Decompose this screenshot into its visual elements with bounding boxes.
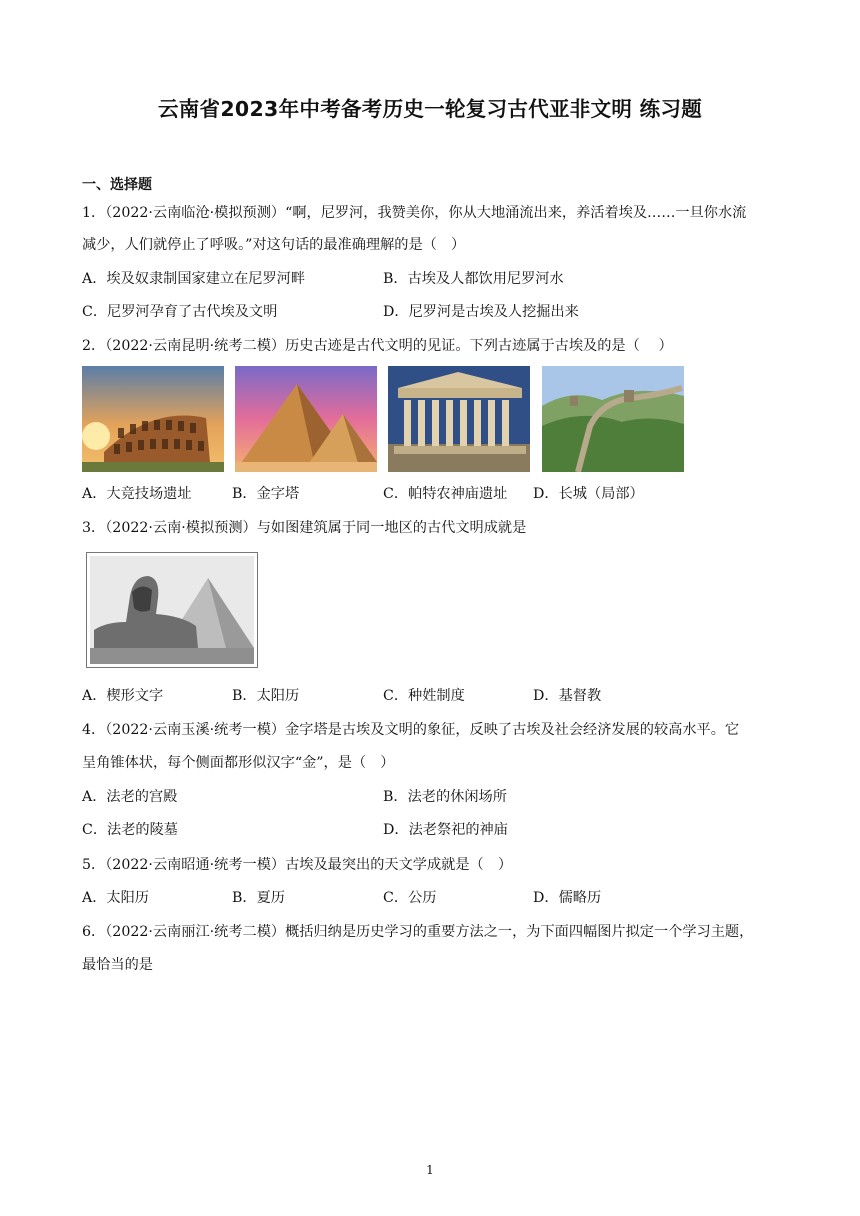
q3-option-c: C．种姓制度 bbox=[383, 688, 465, 704]
q1-option-b: B．古埃及人都饮用尼罗河水 bbox=[383, 271, 564, 287]
q4-option-d: D．法老祭祀的神庙 bbox=[383, 822, 508, 838]
great-wall-photo bbox=[542, 366, 684, 472]
section-heading: 一、选择题 bbox=[82, 177, 152, 193]
page-title: 云南省2023年中考备考历史一轮复习古代亚非文明 练习题 bbox=[157, 97, 703, 121]
q5-option-d: D．儒略历 bbox=[533, 890, 602, 906]
q1-stem-line1: 1．（2022·云南临沧·模拟预测）“啊，尼罗河，我赞美你，你从大地涌流出来，养活着埃及……一旦你水流 bbox=[82, 205, 747, 221]
q5-stem-line1: 5．（2022·云南昭通·统考一模）古埃及最突出的天文学成就是（ ） bbox=[82, 857, 513, 873]
q6-stem-line1: 6．（2022·云南丽江·统考二模）概括归纳是历史学习的重要方法之一，为下面四幅图片拟定一个学习主题， bbox=[82, 924, 754, 940]
q1-option-a: A．埃及奴隶制国家建立在尼罗河畔 bbox=[82, 271, 306, 287]
q2-option-c: C．帕特农神庙遗址 bbox=[383, 486, 508, 502]
q2-option-a: A．大竞技场遗址 bbox=[82, 486, 192, 502]
q3-option-d: D．基督教 bbox=[533, 688, 602, 704]
q3-option-a: A．楔形文字 bbox=[82, 688, 164, 704]
parthenon-photo bbox=[388, 366, 530, 472]
q1-option-c: C．尼罗河孕育了古代埃及文明 bbox=[82, 304, 278, 320]
q1-option-d: D．尼罗河是古埃及人挖掘出来 bbox=[383, 304, 579, 320]
q2-option-b: B．金字塔 bbox=[232, 486, 300, 502]
sphinx-pyramid-photo bbox=[86, 552, 258, 668]
q1-stem-line2: 减少，人们就停止了呼吸。”对这句话的最准确理解的是（ ） bbox=[82, 237, 466, 253]
q5-option-c: C．公历 bbox=[383, 890, 437, 906]
q5-option-a: A．太阳历 bbox=[82, 890, 149, 906]
q4-option-a: A．法老的宫殿 bbox=[82, 789, 178, 805]
q4-stem-line2: 呈角锥体状，每个侧面都形似汉字“金”，是（ ） bbox=[82, 755, 395, 771]
q4-stem-line1: 4．（2022·云南玉溪·统考一模）金字塔是古埃及文明的象征，反映了古埃及社会经济发展的较高水平。它 bbox=[82, 722, 740, 738]
colosseum-photo bbox=[82, 366, 224, 472]
q5-option-b: B．夏历 bbox=[232, 890, 285, 906]
q2-stem-line1: 2．（2022·云南昆明·统考二模）历史古迹是古代文明的见证。下列古迹属于古埃及的是（ ） bbox=[82, 338, 673, 354]
q4-option-b: B．法老的休闲场所 bbox=[383, 789, 507, 805]
q4-option-c: C．法老的陵墓 bbox=[82, 822, 178, 838]
q3-stem-line1: 3．（2022·云南·模拟预测）与如图建筑属于同一地区的古代文明成就是 bbox=[82, 520, 527, 536]
q6-stem-line2: 最恰当的是 bbox=[82, 957, 153, 973]
page-number: 1 bbox=[426, 1163, 434, 1177]
q2-option-d: D．长城（局部） bbox=[533, 486, 644, 502]
q3-option-b: B．太阳历 bbox=[232, 688, 300, 704]
pyramids-photo bbox=[235, 366, 377, 472]
